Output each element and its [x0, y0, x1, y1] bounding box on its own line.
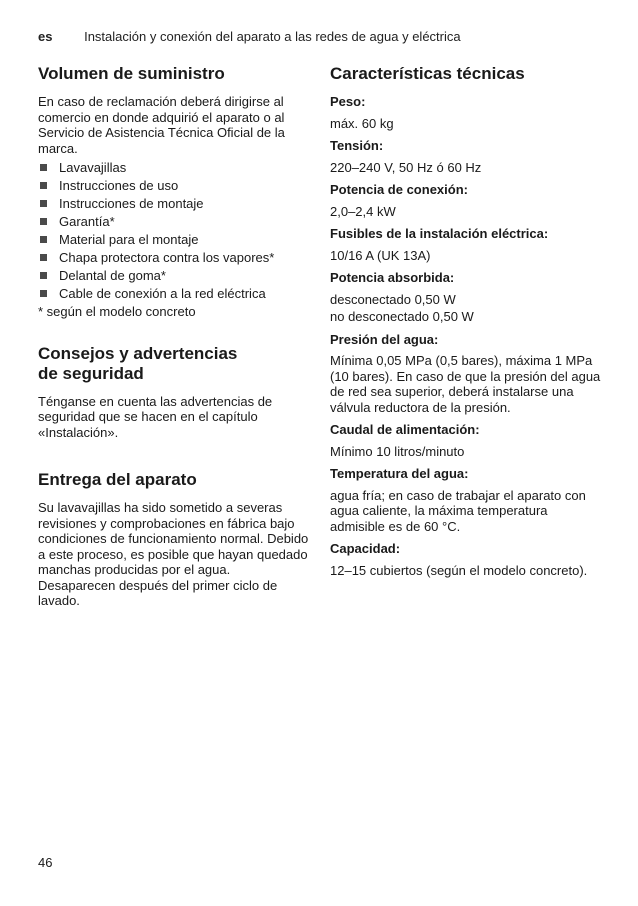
list-item: Cable de conexión a la red eléctrica — [38, 286, 310, 302]
list-item: Delantal de goma* — [38, 268, 310, 284]
delivery-section — [38, 470, 310, 609]
spec-value-voltage: 220–240 V, 50 Hz ó 60 Hz — [330, 159, 482, 175]
header-title: Instalación y conexión del aparato a las redes de agua y eléctrica — [84, 29, 461, 44]
spec-label-water-temperature: Temperatura del agua: — [330, 466, 469, 481]
list-item: Material para el montaje — [38, 232, 310, 248]
spec-label-power-consumption: Potencia absorbida: — [330, 270, 455, 285]
safety-section — [38, 344, 310, 441]
spec-label-flow-rate: Caudal de alimentación: — [330, 422, 480, 437]
square-bullet-icon — [40, 290, 47, 297]
delivery-heading: Entrega del aparato — [38, 470, 197, 489]
square-bullet-icon — [40, 254, 47, 261]
spec-label-fuses: Fusibles de la instalación eléctrica: — [330, 226, 549, 241]
spec-label-capacity: Capacidad: — [330, 541, 401, 556]
list-item: Lavavajillas — [38, 160, 310, 176]
list-item: Instrucciones de uso — [38, 178, 310, 194]
page-header — [38, 29, 461, 44]
spec-value-power-left-on: no desconectado 0,50 W — [330, 309, 474, 324]
right-column — [330, 64, 602, 578]
spec-value-capacity: 12–15 cubiertos (según el modelo concreto). — [330, 562, 588, 578]
spec-value-water-temperature: agua fría; en caso de trabajar el aparato con agua caliente, la máxima temperatura admisible es de 60 °C. — [330, 487, 586, 534]
supply-list — [38, 160, 310, 302]
list-item: Chapa protectora contra los vapores* — [38, 250, 310, 266]
specs-heading: Características técnicas — [330, 64, 525, 83]
spec-label-weight: Peso: — [330, 94, 366, 109]
supply-section — [38, 64, 310, 320]
spec-value-weight: máx. 60 kg — [330, 115, 394, 131]
list-item: Garantía* — [38, 214, 310, 230]
spec-value-power-off: desconectado 0,50 W — [330, 291, 456, 307]
square-bullet-icon — [40, 182, 47, 189]
supply-heading: Volumen de suministro — [38, 64, 225, 83]
spec-value-flow-rate: Mínimo 10 litros/minuto — [330, 443, 465, 459]
square-bullet-icon — [40, 164, 47, 171]
safety-text: Ténganse en cuenta las advertencias de seguridad que se hacen en el capítulo «Instalación». — [38, 393, 273, 440]
spec-value-fuses: 10/16 A (UK 13A) — [330, 247, 431, 263]
safety-heading: Consejos y advertencias de seguridad — [38, 343, 238, 383]
spec-label-water-pressure: Presión del agua: — [330, 331, 439, 347]
spec-value-water-pressure: Mínima 0,05 MPa (0,5 bares), máxima 1 MPa (10 bares). En caso de que la presión del agua de red sea superior, deberá instalarse una válvula reductora de la presión. — [330, 353, 601, 415]
delivery-text: Su lavavajillas ha sido sometido a severas revisiones y comprobaciones en fábrica bajo condiciones de funcionamiento normal. Debido a este proceso, es posible que hayan quedado manchas producidas por el agua. Desaparecen después del primer ciclo de lavado. — [38, 500, 309, 608]
supply-note: * según el modelo concreto — [38, 304, 196, 319]
supply-intro: En caso de reclamación deberá dirigirse al comercio en donde adquirió el aparato o al Servicio de Asistencia Técnica Oficial de la marca. — [38, 94, 285, 156]
list-item: Instrucciones de montaje — [38, 196, 310, 212]
spec-label-voltage: Tensión: — [330, 138, 384, 153]
square-bullet-icon — [40, 200, 47, 207]
spec-label-connection-power: Potencia de conexión: — [330, 182, 468, 197]
square-bullet-icon — [40, 272, 47, 279]
left-column — [38, 64, 310, 609]
spec-value-connection-power: 2,0–2,4 kW — [330, 203, 396, 219]
language-code: es — [38, 29, 53, 44]
square-bullet-icon — [40, 236, 47, 243]
square-bullet-icon — [40, 218, 47, 225]
page-number: 46 — [38, 855, 53, 870]
